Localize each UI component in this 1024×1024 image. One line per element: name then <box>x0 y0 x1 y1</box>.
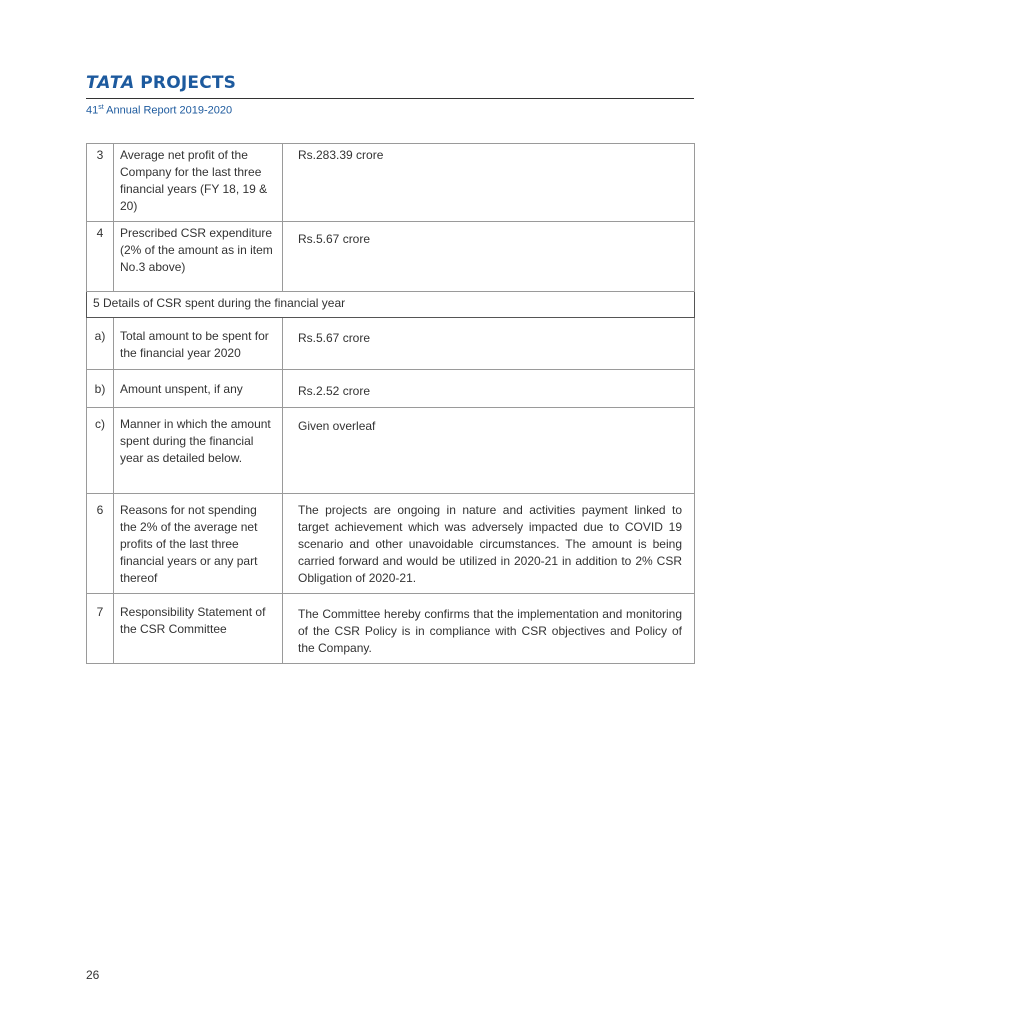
row-label: Reasons for not spending the 2% of the average net profits of the last three financial years or any part thereof <box>114 494 283 594</box>
subtitle-text: Annual Report 2019-2020 <box>103 104 233 117</box>
section-heading: 5 Details of CSR spent during the financial year <box>87 292 695 318</box>
brand-logo <box>86 73 236 93</box>
header-rule <box>86 98 694 99</box>
table-row <box>87 144 695 222</box>
row-number: 4 <box>87 222 114 292</box>
row-value: The projects are ongoing in nature and activities payment linked to target achievement which was adversely impacted due to COVID 19 scenario and other unavoidable circumstances. The amount is being carried forward and would be utilized in 2020-21 in addition to 2% CSR Obligation of 2020-21. <box>283 494 695 594</box>
row-number: b) <box>87 370 114 408</box>
table-row <box>87 318 695 370</box>
row-number: c) <box>87 408 114 494</box>
table-row <box>87 370 695 408</box>
row-value: The Committee hereby confirms that the implementation and monitoring of the CSR Policy is in compliance with CSR objectives and Policy of the Company. <box>283 594 695 664</box>
table-row <box>87 594 695 664</box>
page-number: 26 <box>86 968 100 982</box>
row-value: Rs.5.67 crore <box>283 222 695 292</box>
row-number: a) <box>87 318 114 370</box>
row-label: Average net profit of the Company for the last three financial years (FY 18, 19 & 20) <box>114 144 283 222</box>
report-subtitle <box>86 104 232 117</box>
row-value: Given overleaf <box>283 408 695 494</box>
subtitle-suffix: st <box>98 104 104 111</box>
brand-tata: TATA <box>86 73 136 93</box>
row-label: Prescribed CSR expenditure (2% of the amount as in item No.3 above) <box>114 222 283 292</box>
row-number: 6 <box>87 494 114 594</box>
row-number: 3 <box>87 144 114 222</box>
table-row <box>87 292 695 318</box>
row-value: Rs.5.67 crore <box>283 318 695 370</box>
table-row <box>87 494 695 594</box>
row-value: Rs.2.52 crore <box>283 370 695 408</box>
table-row <box>87 222 695 292</box>
row-number: 7 <box>87 594 114 664</box>
table-row <box>87 408 695 494</box>
row-label: Responsibility Statement of the CSR Committee <box>114 594 283 664</box>
row-value: Rs.283.39 crore <box>283 144 695 222</box>
row-label: Amount unspent, if any <box>114 370 283 408</box>
row-label: Manner in which the amount spent during the financial year as detailed below. <box>114 408 283 494</box>
row-label: Total amount to be spent for the financial year 2020 <box>114 318 283 370</box>
brand-projects: PROJECTS <box>140 73 237 93</box>
subtitle-number: 41 <box>86 104 99 117</box>
csr-table <box>86 143 695 664</box>
